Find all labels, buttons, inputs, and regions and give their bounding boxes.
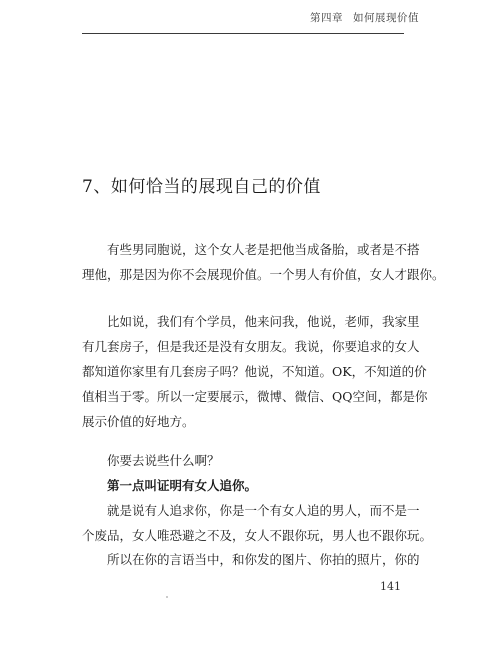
scan-speck [166,596,168,598]
paragraph-3 [82,448,404,473]
paragraph-line: 有几套房子，但是我还是没有女朋友。我说，你要追求的女人 [82,339,420,354]
paragraph-line: 有些男同胞说，这个女人老是把他当成备胎，或者是不搭 [107,242,420,257]
paragraph-4-heading [82,473,404,498]
paragraph-6 [82,547,420,572]
page-number: 141 [380,580,401,593]
header-rule [82,33,404,34]
section-title: 7、如何恰当的展现自己的价值 [82,177,321,197]
paragraph-line: 个废品，女人唯恐避之不及，女人不跟你玩，男人也不跟你玩。 [82,528,433,543]
chapter-title: 如何展现价值 [353,12,419,24]
paragraph-line: 展示价值的好地方。 [82,414,195,429]
paragraph-5 [82,498,433,548]
paragraph-1 [82,237,445,287]
paragraph-line: 比如说，我们有个学员，他来问我，他说，老师，我家里 [107,314,420,329]
chapter-label: 第四章 [310,12,343,24]
paragraph-line: 值相当于零。所以一定要展示，微博、微信、QQ空间，都是你 [82,389,428,404]
bold-point-heading: 第一点叫证明有女人追你。 [107,478,258,493]
paragraph-line: 理他，那是因为你不会展现价值。一个男人有价值，女人才跟你。 [82,267,445,282]
running-header [310,10,419,25]
paragraph-line: 所以在你的言语当中，和你发的图片、你拍的照片，你的 [107,552,420,567]
paragraph-line: 就是说有人追求你，你是一个有女人追的男人，而不是一 [107,503,420,518]
paragraph-line: 都知道你家里有几套房子吗？他说，不知道。OK，不知道的价 [82,364,427,379]
paragraph-2 [82,309,428,434]
paragraph-line: 你要去说些什么啊？ [107,453,220,468]
